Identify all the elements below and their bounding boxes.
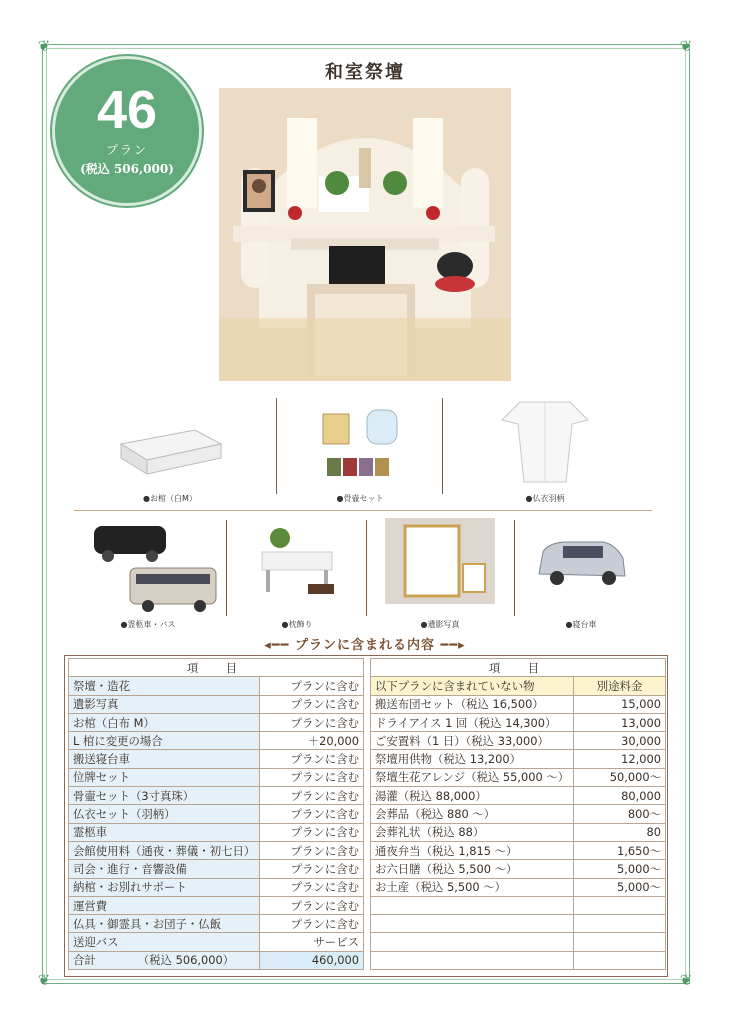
row-value: 5,000〜: [574, 860, 666, 878]
divider: [366, 520, 367, 616]
row-label: 仏具・御霊具・お団子・仏飯: [69, 915, 260, 933]
arrow-right-icon: ━━▸: [440, 638, 466, 653]
row-value: プランに含む: [260, 878, 364, 896]
row-label: 運営費: [69, 896, 260, 914]
sub-header-row: [371, 677, 666, 695]
row-value: プランに含む: [260, 805, 364, 823]
table-row: [371, 787, 666, 805]
row-label: 納棺・お別れサポート: [69, 878, 260, 896]
row-value: 80: [574, 823, 666, 841]
row-label: お土産（税込 5,500 〜）: [371, 878, 574, 896]
plan-label: プラン: [105, 143, 148, 157]
table-row: [69, 787, 364, 805]
section-heading: ◂━━ プランに含まれる内容 ━━▸: [264, 638, 466, 653]
item-caption: ●遺影写真: [420, 620, 460, 629]
row-value: 5,000〜: [574, 878, 666, 896]
table-row: [69, 823, 364, 841]
divider: [226, 520, 227, 616]
plan-badge: [52, 56, 202, 206]
table-row: [371, 823, 666, 841]
total-value: 460,000: [260, 951, 364, 969]
table-row: [69, 860, 364, 878]
row-label: 位牌セット: [69, 768, 260, 786]
row-label: 会葬礼状（税込 88）: [371, 823, 574, 841]
coffin-item: [70, 398, 270, 504]
table-row: [69, 768, 364, 786]
table-row: [371, 695, 666, 713]
row-value: プランに含む: [260, 677, 364, 695]
corner-ornament-icon: ❦: [37, 971, 51, 989]
divider: [74, 510, 652, 511]
row-label: 会葬品（税込 880 〜）: [371, 805, 574, 823]
row-label: 湯灌（税込 88,000）: [371, 787, 574, 805]
robe-icon: [500, 398, 590, 484]
arrow-left-icon: ◂━━: [264, 638, 290, 653]
van-icon: [533, 518, 629, 598]
table-row: [69, 841, 364, 859]
row-label: 通夜弁当（税込 1,815 〜）: [371, 841, 574, 859]
pillow-altar-item: [230, 518, 364, 630]
row-value: プランに含む: [260, 841, 364, 859]
empty-cell: [574, 915, 666, 933]
page-title: 和室祭壇: [325, 62, 405, 83]
table-row: [371, 896, 666, 914]
table-row: [371, 750, 666, 768]
row-value: 15,000: [574, 695, 666, 713]
urn-icon: [305, 402, 415, 482]
row-label: ドライアイス 1 回（税込 14,300）: [371, 713, 574, 731]
item-caption: ●枕飾り: [281, 620, 313, 629]
altar-photo: [219, 88, 511, 381]
pillow-altar-icon: [252, 518, 342, 602]
empty-cell: [371, 933, 574, 951]
table-row: [371, 713, 666, 731]
row-value: プランに含む: [260, 768, 364, 786]
empty-cell: [574, 933, 666, 951]
table-row: [371, 860, 666, 878]
table-header: 項 目: [69, 659, 364, 677]
table-row: [69, 695, 364, 713]
row-label: 送迎バス: [69, 933, 260, 951]
empty-cell: [574, 896, 666, 914]
table-row: [371, 841, 666, 859]
row-label: 祭壇生花アレンジ（税込 55,000 〜）: [371, 768, 574, 786]
table-row: [69, 896, 364, 914]
table-row: [69, 878, 364, 896]
coffin-icon: [115, 420, 225, 480]
divider: [514, 520, 515, 616]
table-row: [371, 951, 666, 969]
empty-cell: [574, 951, 666, 969]
row-value: プランに含む: [260, 695, 364, 713]
total-row: [69, 951, 364, 969]
row-label: お六日膳（税込 5,500 〜）: [371, 860, 574, 878]
row-value: プランに含む: [260, 915, 364, 933]
table-row: [371, 768, 666, 786]
row-value: プランに含む: [260, 787, 364, 805]
row-value: サービス: [260, 933, 364, 951]
row-value: 13,000: [574, 713, 666, 731]
table-row: [69, 933, 364, 951]
row-label: ご安置料（1 日）（税込 33,000）: [371, 732, 574, 750]
divider: [442, 398, 443, 494]
table-row: [371, 732, 666, 750]
row-value: 1,650〜: [574, 841, 666, 859]
item-caption: ●仏衣羽柄: [525, 494, 565, 503]
row-value: 80,000: [574, 787, 666, 805]
table-header: 項 目: [371, 659, 666, 677]
row-value: プランに含む: [260, 860, 364, 878]
row-value: 12,000: [574, 750, 666, 768]
empty-cell: [371, 951, 574, 969]
row-value: ＋20,000: [260, 732, 364, 750]
row-label: 司会・進行・音響設備: [69, 860, 260, 878]
table-row: [69, 915, 364, 933]
table-row: [371, 933, 666, 951]
table-row: [371, 878, 666, 896]
urn-set-item: [280, 398, 440, 504]
row-label: 搬送寝台車: [69, 750, 260, 768]
transport-car-item: [520, 518, 642, 630]
row-value: 50,000〜: [574, 768, 666, 786]
corner-ornament-icon: ❦: [679, 971, 693, 989]
row-label: 搬送布団セット（税込 16,500）: [371, 695, 574, 713]
row-value: プランに含む: [260, 896, 364, 914]
extra-items-table: [370, 658, 666, 970]
sub-header-value: 別途料金: [574, 677, 666, 695]
item-caption: ●寝台車: [565, 620, 597, 629]
table-row: [69, 677, 364, 695]
row-label: お棺（白布 M）: [69, 713, 260, 731]
row-label: 霊柩車: [69, 823, 260, 841]
table-row: [69, 805, 364, 823]
item-caption: ●お棺（白M）: [143, 494, 197, 503]
row-label: 遺影写真: [69, 695, 260, 713]
included-items-table: [68, 658, 364, 970]
row-label: L 棺に変更の場合: [69, 732, 260, 750]
hearse-icon: [78, 518, 218, 614]
row-value: プランに含む: [260, 823, 364, 841]
row-label: 骨壷セット（3寸真珠）: [69, 787, 260, 805]
empty-cell: [371, 915, 574, 933]
row-label: 祭壇・造花: [69, 677, 260, 695]
row-label: 仏衣セット（羽柄）: [69, 805, 260, 823]
table-row: [69, 732, 364, 750]
corner-ornament-icon: ❦: [37, 37, 51, 55]
row-label: 会館使用料（通夜・葬儀・初七日）: [69, 841, 260, 859]
item-caption: ●骨壷セット: [336, 494, 384, 503]
row-value: 800〜: [574, 805, 666, 823]
plan-number: 46: [96, 80, 158, 140]
total-label: 合計 （税込 506,000）: [69, 951, 260, 969]
portrait-item: [370, 518, 510, 630]
table-row: [371, 805, 666, 823]
divider: [276, 398, 277, 494]
table-row: [69, 713, 364, 731]
empty-cell: [371, 896, 574, 914]
row-value: プランに含む: [260, 713, 364, 731]
sub-header-label: 以下プランに含まれていない物: [371, 677, 574, 695]
table-row: [69, 750, 364, 768]
item-caption: ●霊柩車・バス: [120, 620, 176, 629]
corner-ornament-icon: ❦: [679, 37, 693, 55]
burial-robe-item: [450, 398, 640, 504]
plan-price: (税込 506,000): [80, 162, 174, 176]
row-label: 祭壇用供物（税込 13,200）: [371, 750, 574, 768]
hearse-bus-item: [72, 518, 224, 630]
row-value: プランに含む: [260, 750, 364, 768]
portrait-frame-icon: [385, 518, 495, 604]
table-row: [371, 915, 666, 933]
row-value: 30,000: [574, 732, 666, 750]
